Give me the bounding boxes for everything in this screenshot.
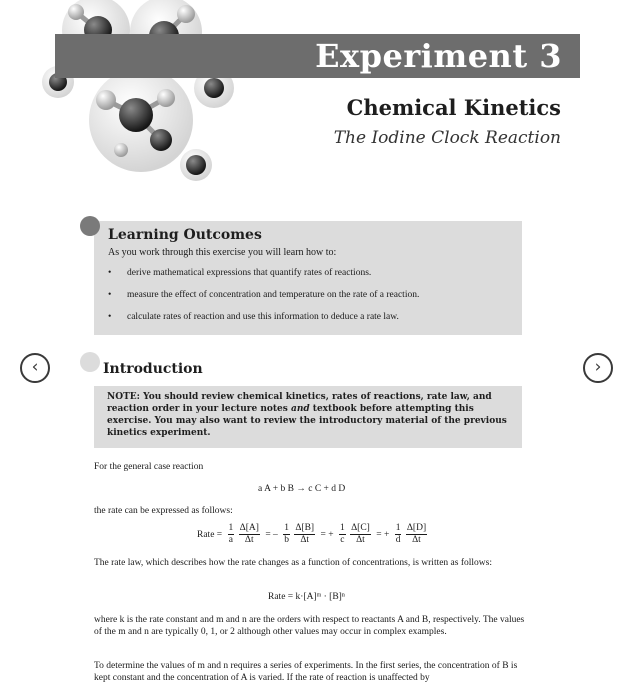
paragraph: where k is the rate constant and m and n are the orders with respect to reactants A and B, respectively. The values of the m and n are typically 0, 1, or 2 although other values may occur in complex examples. [94, 615, 525, 637]
rate-law-equation: Rate = k·[A]ᵐ · [B]ⁿ [268, 592, 345, 602]
learning-outcomes-intro: As you work through this exercise you will learn how to: [108, 247, 337, 258]
list-item: • derive mathematical expressions that quantify rates of reactions. [108, 268, 372, 278]
introduction-title: Introduction [103, 361, 203, 377]
note-text: NOTE: You should review chemical kinetics, rates of reactions, rate law, and reaction order in your lecture notes and textbook before attempting this exercise. You may also want to review the introductory material of the previous kinetics experiment. [107, 392, 507, 438]
page-subtitle: The Iodine Clock Reaction [333, 128, 561, 148]
next-page-button[interactable] [583, 353, 613, 383]
chevron-right-icon: › [594, 357, 602, 377]
rate-equation: Rate = $\frac{1}{a}$ $\frac{\Delta[A]}{\Delta t}$ = – $\frac{1}{b}$ $\frac{\Delta[B]}{\Delta t}$ = + $\frac{1}{c}$ $\frac{\Delta[C]}{\Delta t}$ = + $\frac{1}{d}$ $\frac{\Delta[D]}{\Delta t}$ [197, 523, 427, 545]
learning-outcomes-title: Learning Outcomes [108, 227, 262, 243]
paragraph: The rate law, which describes how the rate changes as a function of concentrations, is written as follows: [94, 558, 492, 568]
section-dot [80, 352, 100, 372]
paragraph: the rate can be expressed as follows: [94, 506, 233, 516]
list-item: • calculate rates of reaction and use this information to deduce a rate law. [108, 312, 399, 322]
reaction-equation: a A + b B → c C + d D [258, 484, 346, 494]
page-title: Chemical Kinetics [346, 95, 561, 120]
section-dot [80, 216, 100, 236]
paragraph: For the general case reaction [94, 462, 204, 472]
chevron-left-icon: ‹ [31, 357, 39, 377]
paragraph: To determine the values of m and n requires a series of experiments. In the first series, the concentration of B is kept constant and the concentration of A is varied. If the rate of reaction is unaffected by [94, 661, 518, 683]
prev-page-button[interactable] [20, 353, 50, 383]
learning-outcomes-list [108, 266, 419, 332]
molecule-illustration [36, 0, 246, 190]
list-item: • measure the effect of concentration and temperature on the rate of a reaction. [108, 290, 420, 300]
experiment-title: Experiment 3 [315, 37, 562, 75]
